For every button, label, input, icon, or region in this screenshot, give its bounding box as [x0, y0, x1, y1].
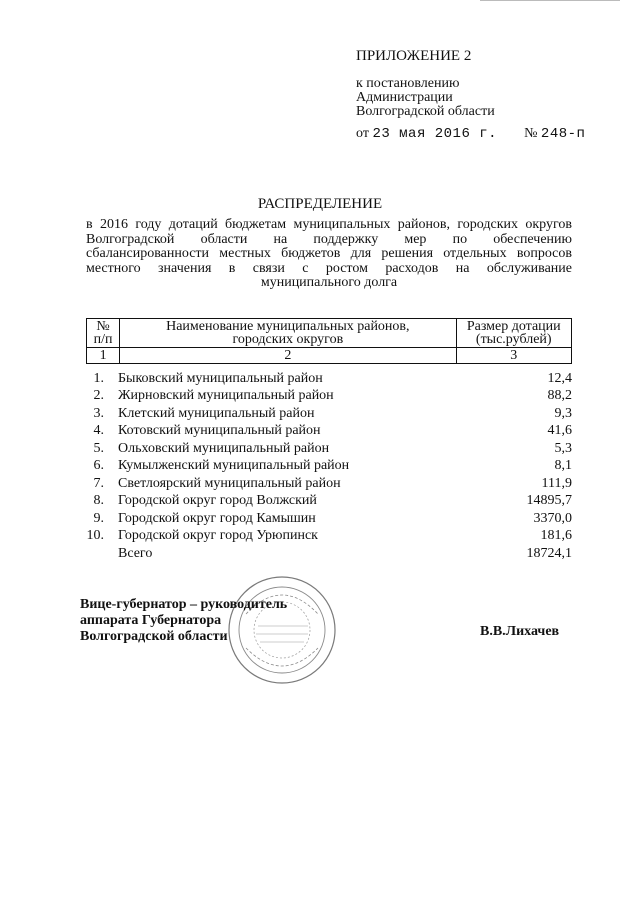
row-name: Котовский муниципальный район: [118, 423, 321, 439]
row-name: Светлоярский муниципальный район: [118, 475, 341, 491]
row-name: Городской округ город Урюпинск: [118, 528, 318, 544]
row-name: Городской округ город Камышин: [118, 510, 316, 526]
intro-line: сбалансированности местных бюджетов для решения отдельных вопросов: [86, 246, 572, 261]
row-name: Городской округ город Волжский: [118, 493, 317, 509]
row-number: 6.: [93, 458, 104, 474]
table-row: [86, 405, 572, 423]
intro-text: [86, 218, 572, 291]
table-body: [86, 370, 572, 563]
row-name: Ольховский муниципальный район: [118, 440, 330, 456]
row-value: 41,6: [547, 423, 572, 439]
row-number: 8.: [93, 493, 104, 509]
appendix-title: ПРИЛОЖЕНИЕ 2: [356, 48, 472, 64]
index-cell: 2: [120, 348, 456, 364]
header-number: [87, 319, 120, 348]
appendix-line: к постановлению: [356, 76, 460, 91]
row-name: Быковский муниципальный район: [118, 370, 323, 386]
row-number: 3.: [93, 405, 104, 421]
decree-from-label: от: [356, 126, 369, 141]
row-name: Клетский муниципальный район: [118, 405, 315, 421]
signature-block: [80, 597, 287, 645]
row-value: 14895,7: [526, 493, 572, 509]
header-text: Размер дотации: [466, 319, 561, 334]
row-name: Жирновский муниципальный район: [118, 388, 334, 404]
decree-number: 248-п: [540, 126, 586, 142]
header-text: п/п: [93, 332, 113, 347]
table-header-row: [87, 319, 572, 348]
table-row: [86, 458, 572, 476]
signature-title-line: Волгоградской области: [80, 629, 228, 644]
row-value: 111,9: [541, 475, 572, 491]
table-index-row: [87, 348, 572, 364]
table-row: [86, 440, 572, 458]
table-row: [86, 475, 572, 493]
table-row: [86, 493, 572, 511]
header-text: №: [96, 319, 110, 334]
signature-title-line: аппарата Губернатора: [80, 613, 222, 628]
total-row: [86, 545, 572, 563]
appendix-line: Администрации: [356, 90, 453, 105]
row-number: 10.: [86, 528, 104, 544]
index-cell: 3: [456, 348, 572, 364]
signature-title-line: Вице-губернатор – руководитель: [80, 597, 288, 612]
intro-line: Волгоградской области на поддержку мер по обеспечению: [86, 231, 572, 247]
appendix-block: [356, 48, 495, 119]
table-row: [86, 510, 572, 528]
row-number: 2.: [93, 388, 104, 404]
appendix-line: Волгоградской области: [356, 104, 495, 119]
table-row: [86, 388, 572, 406]
row-value: 181,6: [540, 528, 572, 544]
scan-mark: [480, 0, 620, 2]
row-value: 12,4: [547, 370, 572, 386]
index-cell: 1: [87, 348, 120, 364]
table-row: [86, 423, 572, 441]
decree-reference: [356, 126, 585, 142]
intro-line: в 2016 году дотаций бюджетам муниципальных районов, городских округов: [86, 217, 572, 232]
row-value: 5,3: [554, 440, 572, 456]
intro-line: муниципального долга: [260, 275, 398, 290]
header-text: Наименование муниципальных районов,: [166, 319, 410, 334]
header-text: городских округов: [232, 332, 344, 347]
header-name: [120, 319, 456, 348]
table-row: [86, 370, 572, 388]
row-value: 88,2: [547, 388, 572, 404]
table-header: [86, 318, 572, 364]
row-number: 7.: [93, 475, 104, 491]
total-value: 18724,1: [526, 545, 572, 561]
row-number: 4.: [93, 423, 104, 439]
signatory-name: В.В.Лихачев: [480, 624, 560, 639]
total-label: Всего: [118, 545, 153, 561]
header-text: (тыс.рублей): [475, 332, 552, 347]
row-value: 8,1: [554, 458, 572, 474]
decree-date: 23 мая 2016 г.: [372, 126, 498, 142]
row-value: 3370,0: [533, 510, 572, 526]
header-amount: [456, 319, 572, 348]
row-number: 5.: [93, 440, 104, 456]
row-number: 9.: [93, 510, 104, 526]
row-number: 1.: [93, 370, 104, 386]
row-value: 9,3: [554, 405, 572, 421]
intro-line: местного значения в связи с ростом расходов на обслуживание: [86, 260, 572, 276]
document-heading: РАСПРЕДЕЛЕНИЕ: [257, 196, 383, 212]
table-row: [86, 528, 572, 546]
row-name: Кумылженский муниципальный район: [118, 458, 350, 474]
decree-number-label: №: [524, 126, 538, 141]
